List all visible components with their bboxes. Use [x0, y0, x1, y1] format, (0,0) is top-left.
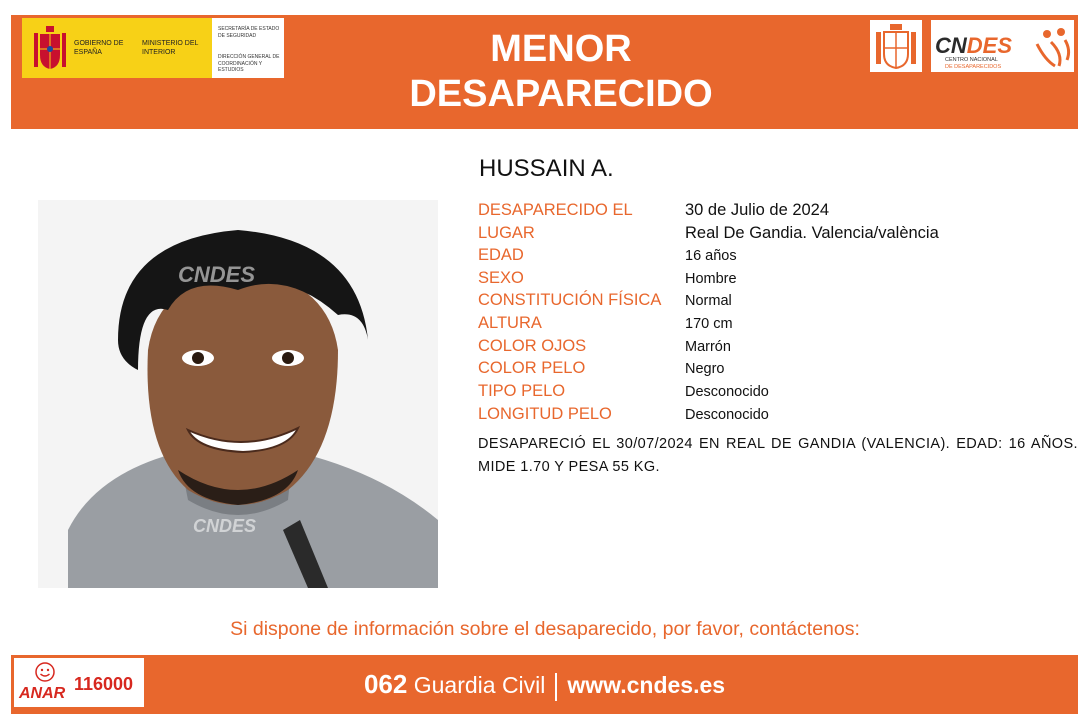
crown-shield-icon [870, 20, 922, 72]
anar-name: ANAR [19, 685, 66, 702]
value-build: Normal [685, 293, 732, 309]
government-logo [22, 18, 284, 78]
cndes-logo-text: CNDES [935, 33, 1013, 58]
gov-line-direction: DIRECCIÓN GENERAL DE COORDINACIÓN Y ESTUDIOS [218, 54, 280, 73]
label-eye-color: COLOR OJOS [478, 337, 587, 355]
value-place: Real De Gandia. Valencia/valència [685, 224, 939, 242]
page-title [311, 27, 811, 117]
cndes-subtitle-1: CENTRO NACIONAL [945, 57, 998, 63]
cndes-subtitle-2: DE DESAPARECIDOS [945, 64, 1002, 70]
gov-line-secretary: SECRETARÍA DE ESTADO DE SEGURIDAD [218, 26, 280, 39]
label-sex: SEXO [478, 269, 524, 287]
label-hair-color: COLOR PELO [478, 359, 586, 377]
value-hair-length: Desconocido [685, 407, 769, 423]
label-height: ALTURA [478, 314, 542, 332]
value-missing-date: 30 de Julio de 2024 [685, 201, 830, 219]
anar-phone: 116000 [74, 674, 134, 694]
website-link[interactable]: www.cndes.es [567, 672, 726, 698]
value-hair-color: Negro [685, 361, 725, 377]
watermark-top: CNDES [178, 262, 256, 287]
people-figures-icon [1031, 26, 1073, 68]
cndes-logo [929, 18, 1076, 74]
coat-of-arms-icon [32, 25, 68, 73]
label-place: LUGAR [478, 224, 535, 242]
watermark-bottom: CNDES [193, 516, 257, 536]
person-name: HUSSAIN A. [479, 155, 614, 182]
footer-banner [11, 655, 1078, 714]
divider [555, 673, 557, 701]
label-hair-length: LONGITUD PELO [478, 405, 612, 423]
label-age: EDAD [478, 246, 524, 264]
label-hair-type: TIPO PELO [478, 382, 566, 400]
coat-of-arms-badge [868, 18, 924, 74]
value-height: 170 cm [685, 316, 733, 332]
label-build: CONSTITUCIÓN FÍSICA [478, 291, 662, 309]
gov-line-spain: GOBIERNO DE ESPAÑA [74, 40, 124, 56]
case-description: DESAPARECIÓ EL 30/07/2024 EN REAL DE GANDIA (VALENCIA). EDAD: 16 AÑOS. MIDE 1.70 Y PESA 55 KG. [478, 436, 1078, 475]
value-age: 16 años [685, 248, 737, 264]
contact-prompt: Si dispone de información sobre el desaparecido, por favor, contáctenos: [230, 618, 860, 640]
value-sex: Hombre [685, 271, 737, 287]
phone-label: Guardia Civil [413, 672, 546, 698]
label-missing-date: DESAPARECIDO EL [478, 201, 633, 219]
header-banner [11, 15, 1078, 129]
value-hair-type: Desconocido [685, 384, 769, 400]
portrait-illustration [38, 200, 438, 588]
phone-number[interactable]: 062 [363, 669, 408, 699]
gov-line-ministry: MINISTERIO DEL INTERIOR [142, 40, 199, 56]
title-line-1: MENOR [490, 28, 632, 70]
missing-person-photo [38, 200, 438, 588]
title-line-2: DESAPARECIDO [409, 73, 713, 115]
footer-contact-line [11, 669, 1078, 701]
value-eye-color: Marrón [685, 339, 731, 355]
